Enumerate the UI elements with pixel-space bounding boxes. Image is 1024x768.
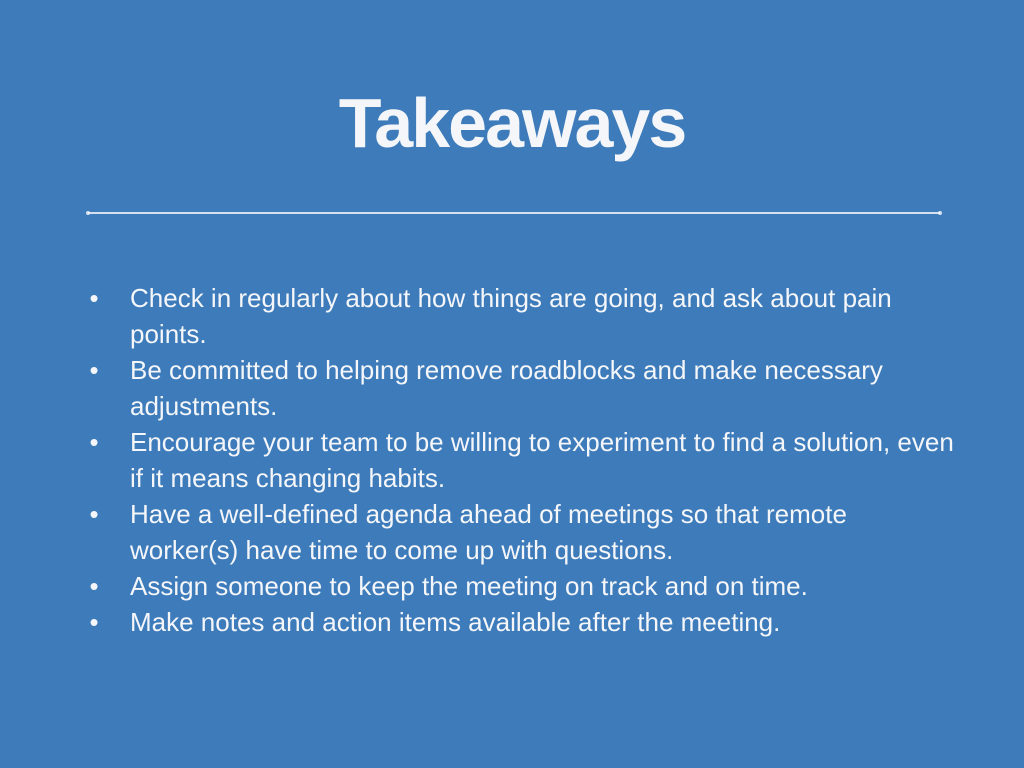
list-item (80, 280, 960, 352)
list-item (80, 352, 960, 424)
list-item (80, 424, 960, 496)
slide-title: Takeaways (338, 84, 686, 162)
list-item-text: Be committed to helping remove roadblocks and make necessary adjustments. (130, 355, 883, 421)
bullet-icon: • (89, 427, 99, 457)
bullet-icon: • (89, 355, 99, 385)
list-item (80, 496, 960, 568)
bullet-icon: • (89, 283, 99, 313)
list-item-text: Assign someone to keep the meeting on track and on time. (130, 571, 808, 601)
list-item-text: Make notes and action items available after the meeting. (130, 607, 781, 637)
title-divider (88, 212, 940, 214)
list-item-text: Check in regularly about how things are going, and ask about pain points. (130, 283, 892, 349)
list-item (80, 604, 960, 640)
takeaways-list (80, 280, 960, 640)
list-item-text: Encourage your team to be willing to experiment to find a solution, even if it means changing habits. (130, 427, 954, 493)
bullet-icon: • (89, 607, 99, 637)
list-item (80, 568, 960, 604)
bullet-icon: • (89, 571, 99, 601)
bullet-icon: • (89, 499, 99, 529)
list-item-text: Have a well-defined agenda ahead of meetings so that remote worker(s) have time to come up with questions. (130, 499, 847, 565)
